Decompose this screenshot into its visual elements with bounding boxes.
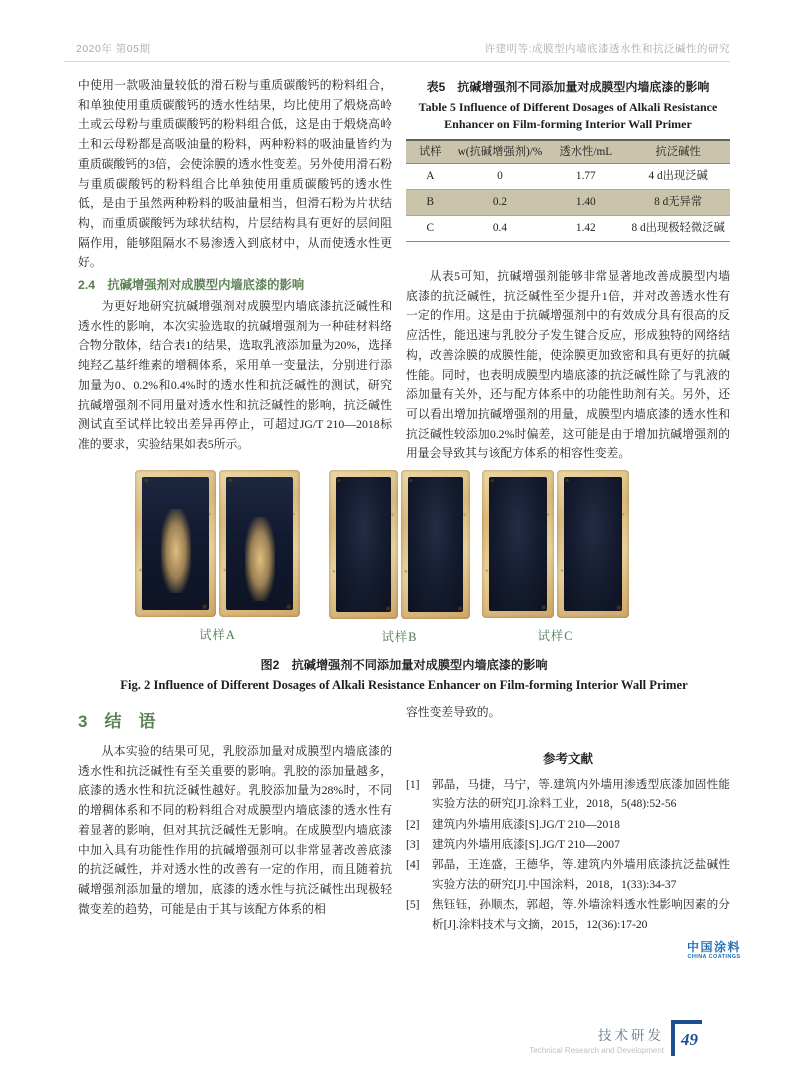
cell-permeability: 1.40 <box>545 190 626 216</box>
section-2-4-heading: 2.4 抗碱增强剂对成膜型内墙底漆的影响 <box>78 278 305 293</box>
col-header-permeability: 透水性/mL <box>545 140 626 164</box>
logo-text-zh: 中国涂料 <box>687 940 742 954</box>
reference-text: 焦钰钰，孙顺杰，郭超，等.外墙涂料透水性影响因素的分析[J].涂料技术与文摘，2015，12(36):17-20 <box>432 898 730 931</box>
figure2-photos <box>78 470 730 645</box>
reference-item <box>406 855 730 894</box>
body-paragraph: 从表5可知，抗碱增强剂能够非常显著地改善成膜型内墙底漆的抗泛碱性，抗泛碱性至少提升1倍，并对改善透水性有一定的作用。这是由于抗碱增强剂中的有效成分具有很高的反应活性，能迅速与乳胶分子发生键合反应，形成独特的网络结构，改善涂膜的成膜性能，使涂膜更加致密和具有更好的抗碱性能。同时，也表明成膜型内墙底漆的抗泛碱性除了与乳液的添加量有关外，还与配方体系中的功能性助剂有关。另外，还可以看出增加抗碱增强剂的用量，成膜型内墙底漆的透水性和抗泛碱性较添加0.2%时偏差，这可能是由于增加抗碱增强剂的用量会导致其与该配方体系的相容性变差。 <box>406 269 730 461</box>
left-column-bottom <box>78 703 392 935</box>
table5 <box>406 139 730 242</box>
right-column-bottom <box>406 703 730 935</box>
table5-header-row <box>406 140 730 164</box>
body-paragraph: 容性变差导致的。 <box>406 705 501 720</box>
reference-text: 郭晶，王连盛，王德华，等.建筑内外墙用底漆抗泛盐碱性实验方法的研究[J].中国涂料，2018，1(33):34-37 <box>432 858 730 891</box>
cell-alkali: 8 d无异常 <box>626 190 730 216</box>
top-columns <box>78 76 730 464</box>
cell-permeability: 1.42 <box>575 222 596 234</box>
left-column-top <box>78 76 392 464</box>
cell-alkali: 8 d出现极轻微泛碱 <box>631 222 725 234</box>
reference-number: [5] <box>406 898 420 912</box>
reference-number: [2] <box>406 817 420 831</box>
sample-a-panels <box>135 470 300 617</box>
logo-text-en: CHINA COATINGS <box>687 954 741 961</box>
header-rule <box>64 61 730 62</box>
reference-number: [3] <box>406 837 420 851</box>
painted-panel <box>135 470 216 617</box>
references-heading: 参考文献 <box>542 751 593 766</box>
reference-number: [4] <box>406 858 420 872</box>
cell-dosage: 0.4 <box>492 222 508 234</box>
cell-permeability: 1.77 <box>545 164 626 190</box>
table-row <box>406 164 730 190</box>
bottom-columns <box>78 703 730 935</box>
section-3-heading: 3 结 语 <box>78 712 156 732</box>
reference-text: 郭晶，马捷，马宁，等.建筑内外墙用渗透型底漆加固性能实验方法的研究[J].涂料工业，2018，5(48):52-56 <box>432 777 730 811</box>
right-column-top <box>406 76 730 464</box>
panel-coating <box>142 477 209 610</box>
reference-item <box>406 895 730 934</box>
reference-item <box>406 835 730 854</box>
body-paragraph: 中使用一款吸油量较低的滑石粉与重质碳酸钙的粉料组合，和单独使用重质碳酸钙的透水性结果，均比使用了煅烧高岭土或云母粉与重质碳酸钙的粉料组合低，这是由于煅烧高岭土和云母粉都是高吸油量的粉料，两种粉料的吸油量皆约为重质碳酸钙的3倍，会使涂膜的透水性变差。另外使用滑石粉与重质碳酸钙的粉料组合比单独使用重质碳酸钙的透水性低，是由于虽然两种粉料的吸油量相当，但滑石粉为片状结构，而重质碳酸钙为球状结构，片层结构具有更好的层间阻隔作用，能够阻隔水不易渗透入到底材中，从而使透水性更好。 <box>78 78 392 270</box>
panel-coating <box>336 477 391 612</box>
sample-label-a: 试样A <box>199 628 236 643</box>
china-coatings-logo <box>687 941 741 960</box>
footer-label-en: Technical Research and Development <box>529 1046 664 1055</box>
col-header-dosage: w(抗碱增强剂)/% <box>455 140 546 164</box>
sample-c-panels <box>482 470 629 618</box>
sample-label-c: 试样C <box>537 629 574 644</box>
col-header-sample: 试样 <box>406 140 455 164</box>
body-paragraph: 从本实验的结果可见，乳胶添加量对成膜型内墙底漆的透水性和抗泛碱性有至关重要的影响。乳胶的添加量越多，底漆的透水性和抗泛碱性越好。乳胶添加量为28%时，不同的增稠体系和不同的粉料组合对成膜型内墙底漆的透水性有着显著的影响，但对其抗泛碱性无影响。在成膜型内墙底漆中加入具有功能性作用的抗碱增强剂可以非常显著改善底漆的抗泛碱性，并对透水性的改善有一定的作用，而且随着抗碱增强剂添加量的增加，底漆的透水性与抗泛碱性出现极轻微变差的趋势，可能是由于其与该配方体系的相 <box>78 744 392 916</box>
figure2-caption-zh: 图2 抗碱增强剂不同添加量对成膜型内墙底漆的影响 <box>260 658 548 673</box>
sample-photo-group-a <box>135 470 300 643</box>
reference-text: 建筑内外墙用底漆[S].JG/T 210—2007 <box>432 837 620 851</box>
reference-item <box>406 815 730 834</box>
panel-coating <box>489 477 547 611</box>
cell-dosage: 0 <box>455 164 546 190</box>
footer-label-zh: 技术研发 <box>598 1028 664 1043</box>
figure2 <box>78 470 730 693</box>
sample-photo-group-b <box>329 470 470 645</box>
reference-text: 建筑内外墙用底漆[S].JG/T 210—2018 <box>432 817 620 831</box>
painted-panel <box>401 470 470 619</box>
painted-panel <box>557 470 629 618</box>
issue-info: 2020年 第05期 <box>76 43 151 55</box>
table-row <box>406 216 730 242</box>
col-header-alkali: 抗泛碱性 <box>626 140 730 164</box>
page-number-badge <box>671 1020 702 1056</box>
page-footer <box>529 1020 702 1056</box>
running-head <box>76 41 730 56</box>
efflorescence-spot <box>161 509 191 593</box>
painted-panel <box>219 470 300 617</box>
page-number: 49 <box>681 1030 698 1049</box>
cell-alkali: 4 d出现泛碱 <box>626 164 730 190</box>
panel-coating <box>226 477 293 610</box>
cell-sample: B <box>406 190 455 216</box>
efflorescence-spot <box>245 517 275 601</box>
table5-caption-zh: 表5 抗碱增强剂不同添加量对成膜型内墙底漆的影响 <box>426 80 710 94</box>
table-row <box>406 190 730 216</box>
panel-coating <box>564 477 622 611</box>
cell-sample: A <box>406 164 455 190</box>
footer-section-label <box>529 1020 664 1055</box>
panel-coating <box>408 477 463 612</box>
painted-panel <box>329 470 398 619</box>
table5-caption-en: Table 5 Influence of Different Dosages of Alkali Resistance Enhancer on Film-forming Interior Wall Primer <box>418 100 718 131</box>
cell-dosage: 0.2 <box>455 190 546 216</box>
article-title-head: 许建明等:成膜型内墙底漆透水性和抗泛碱性的研究 <box>484 43 730 55</box>
reference-item <box>406 775 730 814</box>
sample-label-b: 试样B <box>381 630 418 645</box>
painted-panel <box>482 470 554 618</box>
cell-sample: C <box>426 222 435 234</box>
body-paragraph: 为更好地研究抗碱增强剂对成膜型内墙底漆抗泛碱性和透水性的影响，本次实验选取的抗碱增强剂为一种硅材料络合物分散体，结合表1的结果，选取乳液添加量为20%，选择纯羟乙基纤维素的增稠体系，采用单一变量法，分别进行添加量为0、0.2%和0.4%时的透水性和抗泛碱性的测试，研究抗碱增强剂不同用量对透水性和抗泛碱性的影响，抗泛碱性测试直至试样比较出差异再停止，可超过JG/T 210—2018标准的要求，实验结果如表5所示。 <box>78 299 392 451</box>
sample-b-panels <box>329 470 470 619</box>
sample-photo-group-c <box>482 470 629 644</box>
figure2-caption-en: Fig. 2 Influence of Different Dosages of Alkali Resistance Enhancer on Film-forming Interior Wall Primer <box>120 678 688 693</box>
reference-number: [1] <box>406 777 420 791</box>
page-content <box>78 76 730 935</box>
